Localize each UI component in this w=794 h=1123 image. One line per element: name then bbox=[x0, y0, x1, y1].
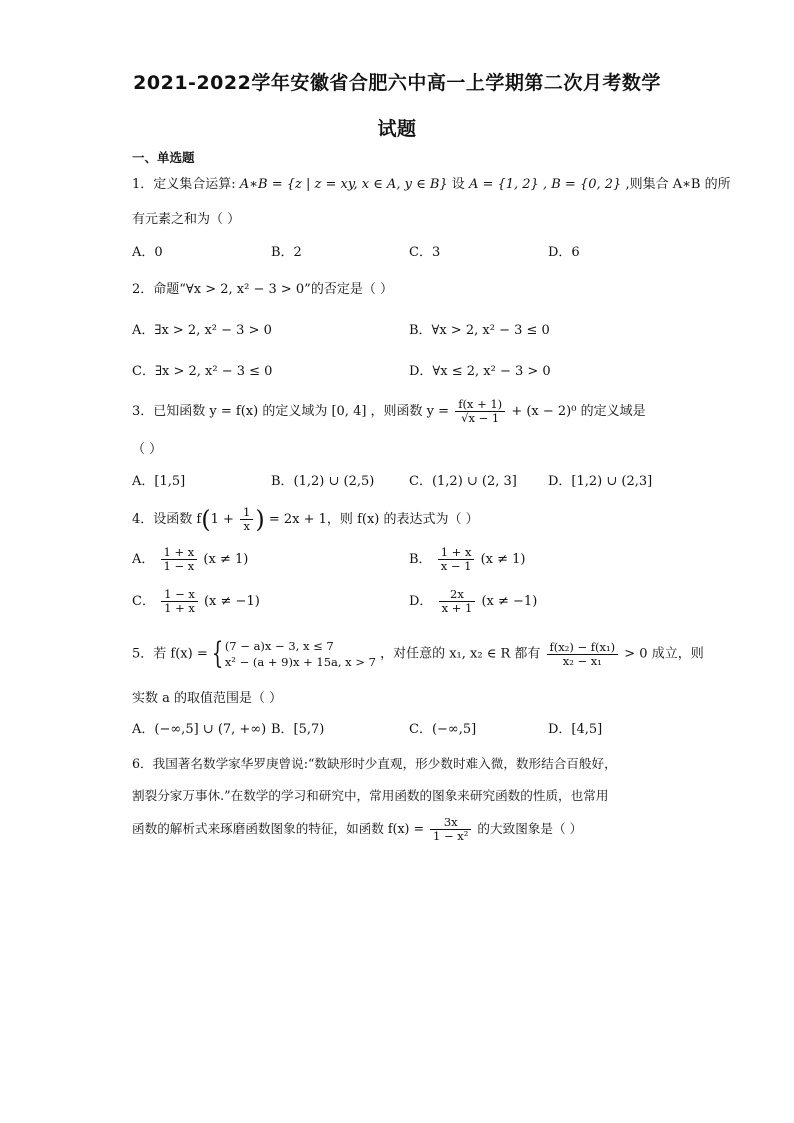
q3-fraction-numerator: f(x + 1) bbox=[455, 398, 505, 412]
q4-option-b bbox=[409, 546, 526, 573]
q1-definition: A∗B = {z | z = xy, x ∈ A, y ∈ B} bbox=[239, 177, 448, 192]
q4-prefix: 4．设函数 f bbox=[132, 512, 202, 527]
q4-option-b-denominator: x − 1 bbox=[440, 559, 472, 573]
q5-option-d: D．[4,5] bbox=[548, 722, 603, 737]
exam-title: 2021-2022学年安徽省合肥六中高一上学期第二次月考数学 bbox=[133, 72, 661, 94]
q5-option-b: B．[5,7) bbox=[271, 722, 325, 737]
q5-fraction-numerator: f(x₂) − f(x₁) bbox=[547, 641, 619, 655]
q4-option-d-condition: (x ≠ −1) bbox=[481, 594, 538, 609]
q1-option-c: C．3 bbox=[409, 245, 441, 260]
q6-fraction bbox=[430, 816, 471, 843]
section-heading-single-choice: 一、单选题 bbox=[132, 150, 195, 165]
q5-piecewise bbox=[225, 638, 376, 670]
q3-suffix: + (x − 2)⁰ 的定义域是 bbox=[511, 404, 646, 419]
q5-case-1: (7 − a)x − 3, x ≤ 7 bbox=[224, 639, 334, 653]
q3-option-a: A．[1,5] bbox=[132, 474, 186, 489]
q1-option-d: D．6 bbox=[548, 245, 580, 260]
q4-option-d bbox=[409, 588, 537, 615]
q5-option-a: A．(−∞,5] ∪ (7, +∞) bbox=[132, 722, 267, 737]
q1-mid: 设 bbox=[451, 177, 469, 192]
q4-option-a-label: A． bbox=[132, 552, 155, 567]
q2-option-a: A．∃x > 2, x² − 3 > 0 bbox=[132, 323, 272, 338]
q4-option-c bbox=[132, 588, 260, 615]
q6-fraction-denominator: 1 − x² bbox=[433, 829, 469, 843]
q5-fraction bbox=[547, 641, 619, 668]
q5-case-2: x² − (a + 9)x + 15a, x > 7 bbox=[224, 655, 376, 669]
question-6-stem-line1: 6．我国著名数学家华罗庚曾说:“数缺形时少直观，形少数时难入微，数形结合百般好， bbox=[132, 756, 617, 771]
exam-title-line2: 试题 bbox=[377, 118, 417, 140]
q3-fraction bbox=[455, 398, 505, 425]
q3-option-d: D．[1,2) ∪ (2,3] bbox=[548, 474, 653, 489]
q2-option-c: C．∃x > 2, x² − 3 ≤ 0 bbox=[132, 364, 273, 379]
q4-inner-prefix: 1 + bbox=[210, 512, 234, 527]
q4-option-a bbox=[132, 546, 248, 573]
q4-inner-denominator: x bbox=[243, 519, 250, 533]
question-4-stem: 4．设函数 f(1 + $\frac{1}{x}$ ) = 2x + 1，则 f(x) 的表达式为（ ） bbox=[132, 505, 479, 534]
q4-option-d-denominator: x + 1 bbox=[441, 601, 473, 615]
q1-option-b: B．2 bbox=[271, 245, 302, 260]
q5-mid: ，对任意的 x₁, x₂ ∈ R 都有 bbox=[380, 646, 541, 662]
q4-option-c-denominator: 1 + x bbox=[164, 601, 195, 615]
question-3-stem-line2: （ ） bbox=[132, 442, 163, 457]
q1-sets: A = {1, 2} , B = {0, 2} bbox=[468, 177, 622, 192]
q4-inner-fraction bbox=[240, 506, 253, 533]
q5-option-c: C．(−∞,5] bbox=[409, 722, 477, 737]
question-2-stem: 2．命题“∀x > 2, x² − 3 > 0”的否定是（ ） bbox=[132, 282, 393, 297]
q4-option-c-condition: (x ≠ −1) bbox=[203, 594, 260, 609]
question-6-stem-line2: 割裂分家万事休.”在数学的学习和研究中，常用函数的图象来研究函数的性质，也常用 bbox=[132, 788, 609, 803]
q4-option-a-condition: (x ≠ 1) bbox=[203, 552, 249, 567]
q2-option-b: B．∀x > 2, x² − 3 ≤ 0 bbox=[409, 323, 550, 338]
q6-line3-prefix: 函数的解析式来琢磨函数图象的特征，如函数 f(x) = bbox=[132, 821, 425, 836]
q3-fraction-denominator: √x − 1 bbox=[461, 411, 500, 425]
q6-line3-suffix: 的大致图象是（ ） bbox=[477, 821, 583, 836]
q4-inner-numerator: 1 bbox=[240, 506, 253, 520]
q4-option-c-numerator: 1 − x bbox=[161, 588, 198, 602]
q5-suffix: > 0 成立，则 bbox=[624, 646, 704, 662]
q4-option-d-numerator: 2x bbox=[439, 588, 476, 602]
q4-option-b-numerator: 1 + x bbox=[438, 546, 475, 560]
q1-suffix: ,则集合 A∗B 的所 bbox=[625, 177, 731, 192]
q1-option-a: A．0 bbox=[132, 245, 163, 260]
q4-option-b-condition: (x ≠ 1) bbox=[480, 552, 526, 567]
q1-prefix: 1．定义集合运算: bbox=[132, 177, 236, 192]
question-5-stem: 5．若 f(x) = { (7 − a)x − 3, x ≤ 7 x² − (a + 9)x + 15a, x > 7 ，对任意的 x₁, x₂ ∈ R 都有 $\frac{\text{f(x₂) − f(x₁)}}{\text{x₂ − x₁}}$ > 0 成立，则 bbox=[132, 636, 704, 671]
q6-fraction-numerator: 3x bbox=[430, 816, 471, 830]
q5-prefix: 5．若 f(x) = bbox=[132, 646, 208, 662]
question-1-stem-line2: 有元素之和为（ ） bbox=[132, 212, 241, 227]
q5-fraction-denominator: x₂ − x₁ bbox=[562, 653, 602, 668]
q3-prefix: 3．已知函数 y = f(x) 的定义域为 [0, 4] ，则函数 y = bbox=[132, 404, 450, 419]
q4-option-a-denominator: 1 − x bbox=[163, 559, 195, 573]
question-1-stem bbox=[132, 176, 731, 194]
q4-suffix: = 2x + 1，则 f(x) 的表达式为（ ） bbox=[268, 512, 479, 527]
q4-option-a-numerator: 1 + x bbox=[161, 546, 198, 560]
q4-option-b-label: B． bbox=[409, 552, 432, 567]
q3-option-c: C．(1,2) ∪ (2, 3] bbox=[409, 474, 517, 489]
q4-option-d-label: D． bbox=[409, 594, 433, 609]
question-6-stem-line3 bbox=[132, 816, 582, 843]
q4-option-c-label: C． bbox=[132, 594, 155, 609]
question-3-stem bbox=[132, 398, 646, 425]
q3-option-b: B．(1,2) ∪ (2,5) bbox=[271, 474, 375, 489]
q2-option-d: D．∀x ≤ 2, x² − 3 > 0 bbox=[409, 364, 551, 379]
question-5-stem-line2: 实数 a 的取值范围是（ ） bbox=[132, 691, 283, 706]
